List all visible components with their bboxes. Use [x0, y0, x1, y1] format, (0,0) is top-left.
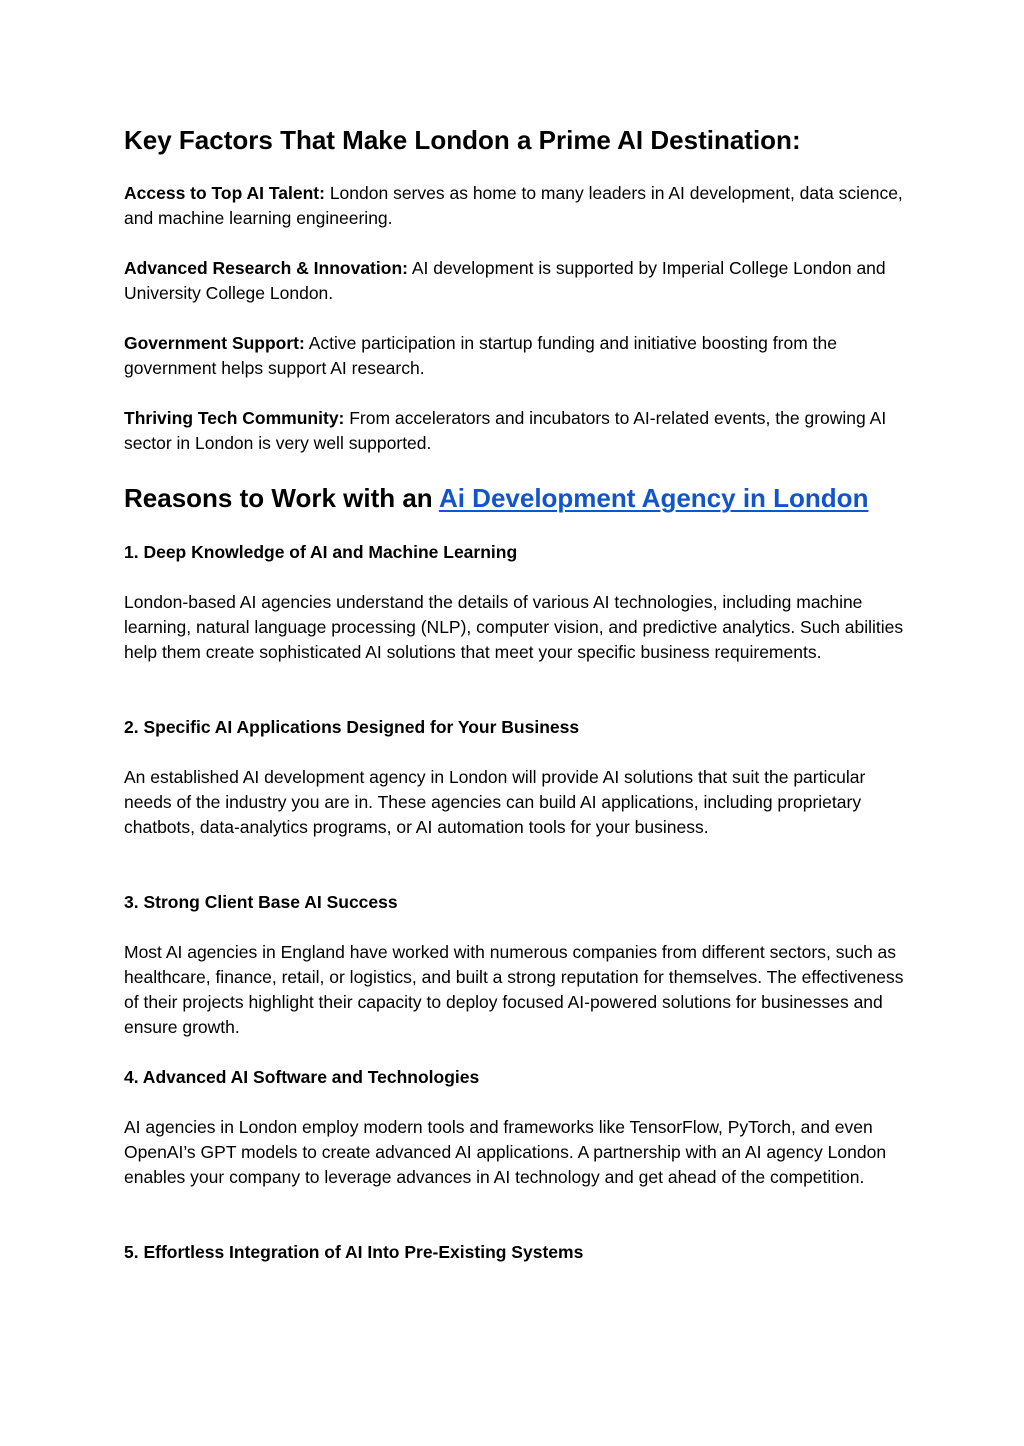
agency-link[interactable]: Ai Development Agency in London — [438, 483, 869, 513]
factor-paragraph — [124, 181, 914, 231]
subsection-title: 1. Deep Knowledge of AI and Machine Learning — [124, 542, 518, 562]
factor-text: AI development is supported by Imperial College London and University College London. — [124, 258, 886, 303]
subsection-body: An established AI development agency in London will provide AI solutions that suit the particular needs of the industry you are in. These agencies can build AI applications, including proprietary chatbots, data-analytics programs, or AI automation tools for your business. — [124, 767, 866, 837]
section-heading-reasons — [124, 482, 868, 514]
factor-paragraph — [124, 256, 914, 306]
factor-paragraph — [124, 406, 914, 456]
subsection-title: 3. Strong Client Base AI Success — [124, 892, 398, 912]
subsection-title: 5. Effortless Integration of AI Into Pre-Existing Systems — [124, 1242, 584, 1262]
subsection-body: Most AI agencies in England have worked with numerous companies from different sectors, such as healthcare, finance, retail, or logistics, and built a strong reputation for themselves. The effectiveness of their projects highlight their capacity to deploy focused AI-powered solutions for businesses and ensure growth. — [124, 942, 904, 1037]
factor-text: From accelerators and incubators to AI-related events, the growing AI sector in London is very well supported. — [124, 408, 887, 453]
reasons-heading-text: Reasons to Work with an — [124, 483, 439, 513]
factor-label: Access to Top AI Talent: — [124, 183, 325, 203]
factor-label: Government Support: — [124, 333, 305, 353]
factor-text: Active participation in startup funding and initiative boosting from the government helps support AI research. — [124, 333, 837, 378]
factor-label: Advanced Research & Innovation: — [124, 258, 408, 278]
subsection-body: AI agencies in London employ modern tools and frameworks like TensorFlow, PyTorch, and even OpenAI’s GPT models to create advanced AI applications. A partnership with an AI agency London enables your company to leverage advances in AI technology and get ahead of the competition. — [124, 1117, 887, 1187]
factor-text: London serves as home to many leaders in AI development, data science, and machine learning engineering. — [124, 183, 903, 228]
section-heading-key-factors: Key Factors That Make London a Prime AI Destination: — [124, 125, 801, 155]
factor-paragraph — [124, 331, 914, 381]
factor-label: Thriving Tech Community: — [124, 408, 345, 428]
subsection-title: 4. Advanced AI Software and Technologies — [124, 1067, 480, 1087]
subsection-body: London-based AI agencies understand the details of various AI technologies, including machine learning, natural language processing (NLP), computer vision, and predictive analytics. Such abilities help them create sophisticated AI solutions that meet your specific business requirements. — [124, 592, 904, 662]
subsection-title: 2. Specific AI Applications Designed for Your Business — [124, 717, 580, 737]
